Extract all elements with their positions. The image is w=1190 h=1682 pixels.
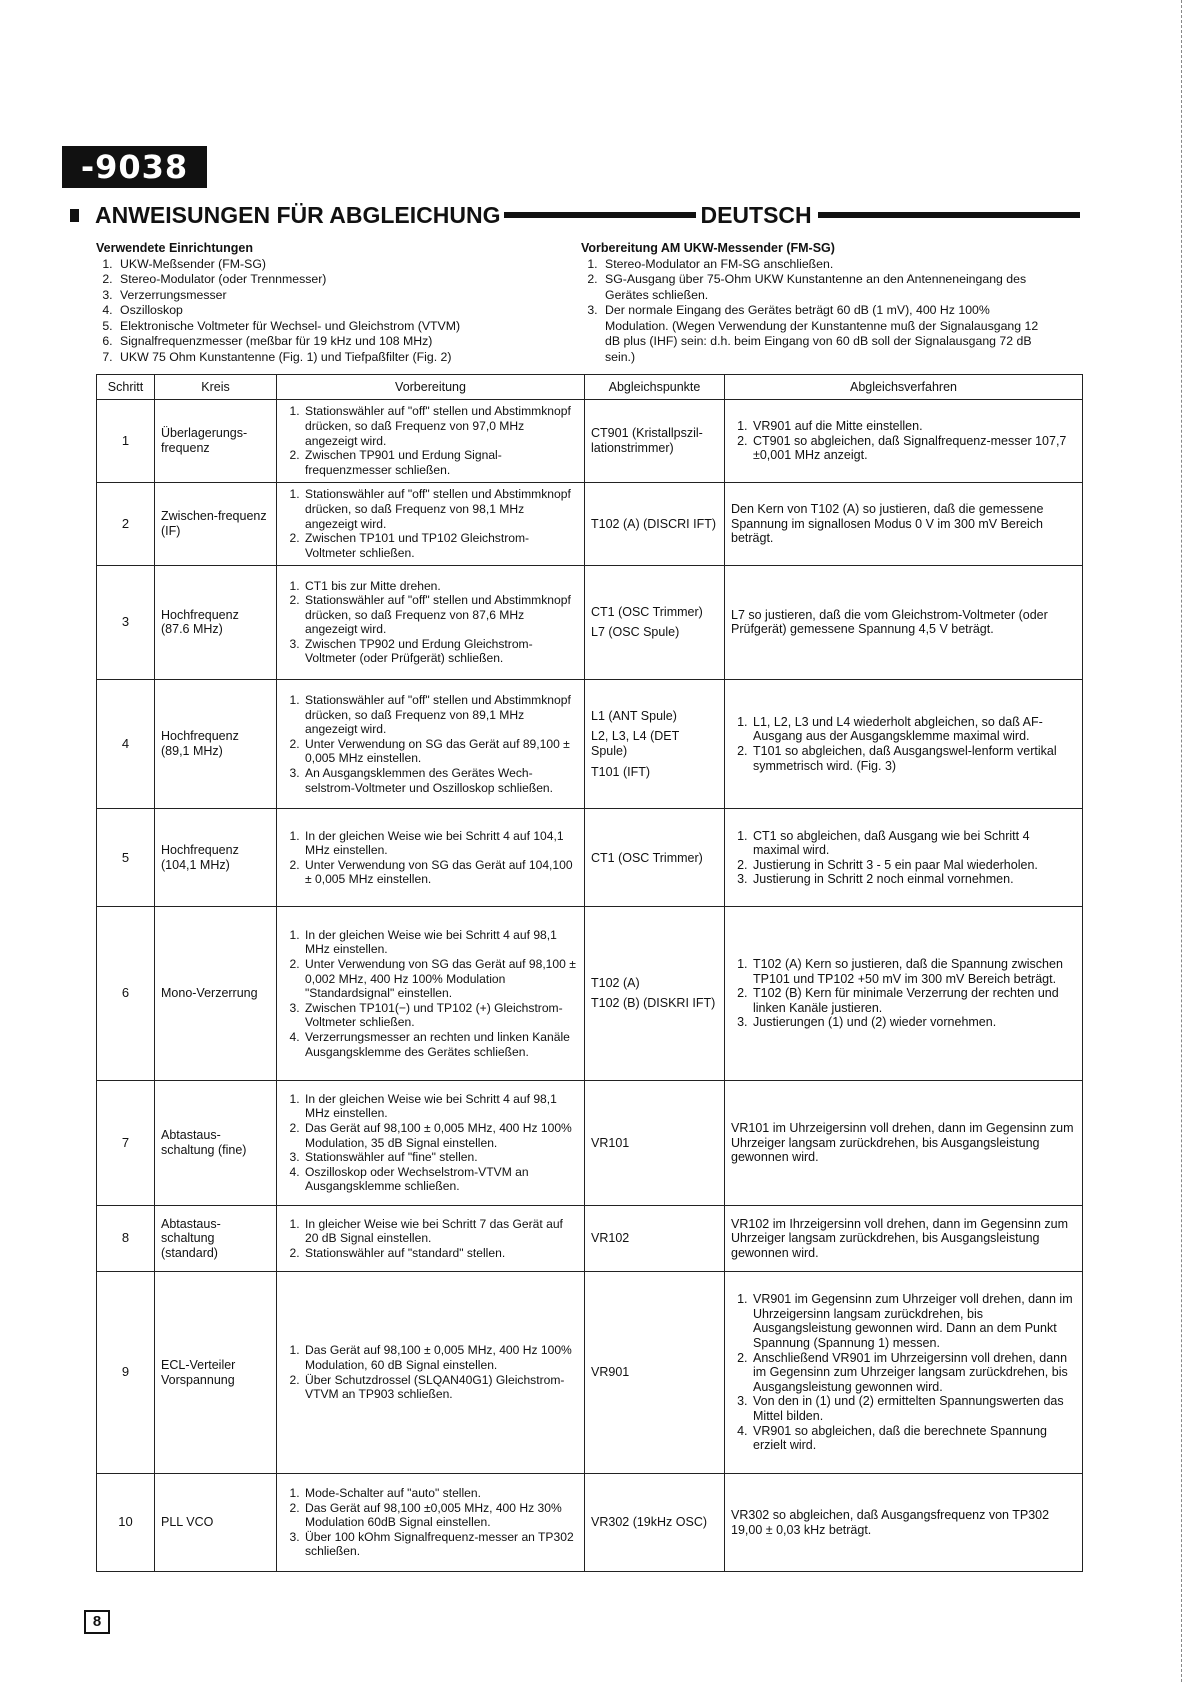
list-item: 6. Signalfrequenzmesser (meßbar für 19 kHz und 108 MHz)	[116, 334, 576, 350]
list-item: 7. UKW 75 Ohm Kunstantenne (Fig. 1) und Tiefpaßfilter (Fig. 2)	[116, 350, 576, 366]
table-row	[97, 565, 1083, 679]
table-row	[97, 1206, 1083, 1272]
adjustment-point: L7 (OSC Spule)	[591, 625, 680, 640]
list-item: 2. Zwischen TP901 und Erdung Signal-frequenzmesser schließen.	[303, 448, 578, 477]
cell-abgleichspunkte	[585, 907, 725, 1080]
cell-vorbereitung	[277, 482, 585, 565]
list-item: 2. Über Schutzdrossel (SLQAN40G1) Gleichstrom-VTVM an TP903 schließen.	[303, 1373, 578, 1402]
cell-kreis: ECL-Verteiler Vorspannung	[155, 1272, 277, 1474]
cell-abgleichspunkte	[585, 1080, 725, 1205]
cell-vorbereitung	[277, 679, 585, 809]
cell-vorbereitung	[277, 907, 585, 1080]
bullet-square-icon	[70, 209, 79, 222]
cell-step: 6	[97, 907, 155, 1080]
cell-abgleichspunkte	[585, 1272, 725, 1474]
list-item: 2. Unter Verwendung on SG das Gerät auf 89,100 ± 0,005 MHz einstellen.	[303, 737, 578, 766]
adjustment-point: VR302 (19kHz OSC)	[591, 1515, 708, 1530]
list-item: 1. Stationswähler auf "off" stellen und Abstimmknopf drücken, so daß Frequenz von 89,1 MHz angezeigt wird.	[303, 693, 578, 737]
verfahren-text: L7 so justieren, daß die vom Gleichstrom-Voltmeter (oder Prüfgerät) gemessene Spannung 4,5 V beträgt.	[731, 607, 1048, 637]
table-row	[97, 679, 1083, 809]
list-item: 2. CT901 so abgleichen, daß Signalfrequenz-messer 107,7 ±0,001 MHz anzeigt.	[751, 434, 1076, 463]
list-item: 4. Oszilloskop oder Wechselstrom-VTVM an Ausgangsklemme schließen.	[303, 1165, 578, 1194]
verfahren-steps	[731, 715, 1076, 773]
vorbereitung-steps	[283, 829, 578, 887]
list-item: 2. T102 (B) Kern für minimale Verzerrung der rechten und linken Kanäle justieren.	[751, 986, 1076, 1015]
cell-abgleichspunkte	[585, 1474, 725, 1572]
cell-step: 10	[97, 1474, 155, 1572]
cell-kreis: Abtastaus-schaltung (fine)	[155, 1080, 277, 1205]
model-number-badge: -9038	[62, 146, 207, 188]
adjustment-point: VR102	[591, 1231, 630, 1246]
table-header-row	[97, 375, 1083, 400]
vorbereitung-steps	[283, 1217, 578, 1261]
cell-abgleichspunkte	[585, 565, 725, 679]
adjustment-point: L1 (ANT Spule)	[591, 708, 677, 723]
adjustment-point: CT1 (OSC Trimmer)	[591, 850, 703, 865]
vorbereitung-steps	[283, 928, 578, 1059]
adjustment-point: T102 (A)	[591, 975, 640, 990]
cell-step: 1	[97, 400, 155, 483]
cell-kreis: Abtastaus-schaltung (standard)	[155, 1206, 277, 1272]
list-item: 1. Stationswähler auf "off" stellen und Abstimmknopf drücken, so daß Frequenz von 98,1 MHz angezeigt wird.	[303, 487, 578, 531]
list-item: 4. Oszilloskop	[116, 303, 576, 319]
list-item: 2. Zwischen TP101 und TP102 Gleichstrom-Voltmeter schließen.	[303, 531, 578, 560]
cell-abgleichspunkte	[585, 679, 725, 809]
table-row	[97, 1080, 1083, 1205]
cell-vorbereitung	[277, 1474, 585, 1572]
adjustment-point: VR101	[591, 1135, 630, 1150]
cell-kreis: Zwischen-frequenz (IF)	[155, 482, 277, 565]
table-row	[97, 1474, 1083, 1572]
cell-abgleichspunkte	[585, 400, 725, 483]
cell-vorbereitung	[277, 1206, 585, 1272]
list-item: 1. VR901 im Gegensinn zum Uhrzeiger voll drehen, dann im Uhrzeigersinn langsam zurückdrehen, bis Ausgangsleistung gewonnen wird. Dann an dem Punkt Spannung (Spannung 1) messen.	[751, 1292, 1076, 1350]
table-row	[97, 907, 1083, 1080]
title-rule	[818, 212, 1080, 218]
list-item: 1. UKW-Meßsender (FM-SG)	[116, 257, 576, 273]
list-item: 3. An Ausgangsklemmen des Gerätes Wech-selstrom-Voltmeter und Oszilloskop schließen.	[303, 766, 578, 795]
section-title-bar	[70, 198, 1080, 232]
list-item: 1. In der gleichen Weise wie bei Schritt 4 auf 98,1 MHz einstellen.	[303, 928, 578, 957]
verfahren-steps	[731, 957, 1076, 1030]
table-row	[97, 482, 1083, 565]
header-abgleichsverfahren: Abgleichsverfahren	[725, 375, 1083, 400]
cell-abgleichsverfahren	[725, 809, 1083, 907]
list-item: 3. Über 100 kOhm Signalfrequenz-messer an TP302 schließen.	[303, 1530, 578, 1559]
cell-step: 5	[97, 809, 155, 907]
cell-vorbereitung	[277, 809, 585, 907]
cell-abgleichsverfahren	[725, 1474, 1083, 1572]
adjustment-point: T101 (IFT)	[591, 764, 651, 779]
language-label: DEUTSCH	[700, 201, 812, 228]
list-item: 2. Stationswähler auf "off" stellen und Abstimmknopf drücken, so daß Frequenz von 87,6 MHz angezeigt wird.	[303, 593, 578, 637]
adjustment-point: T102 (B) (DISKRI IFT)	[591, 996, 716, 1011]
table-row	[97, 1272, 1083, 1474]
list-item: 2. Das Gerät auf 98,100 ± 0,005 MHz, 400 Hz 100% Modulation, 35 dB Signal einstellen.	[303, 1121, 578, 1150]
cell-abgleichsverfahren	[725, 1272, 1083, 1474]
table-row	[97, 400, 1083, 483]
vorbereitung-steps	[283, 693, 578, 795]
header-vorbereitung: Vorbereitung	[277, 375, 585, 400]
list-item: 1. VR901 auf die Mitte einstellen.	[751, 419, 1076, 434]
cell-abgleichspunkte	[585, 1206, 725, 1272]
cell-abgleichsverfahren	[725, 482, 1083, 565]
table-body	[97, 400, 1083, 1572]
list-item: 4. VR901 so abgleichen, daß die berechnete Spannung erzielt wird.	[751, 1424, 1076, 1453]
list-item: 3. Der normale Eingang des Gerätes beträgt 60 dB (1 mV), 400 Hz 100% Modulation. (Wegen Verwendung der Kunstantenne muß der Signalausgang 12 dB plus (IHF) sein: d.h. beim Eingang von 60 dB soll der Signalausgang 72 dB sein.)	[601, 303, 1051, 365]
cell-abgleichspunkte	[585, 809, 725, 907]
equipment-heading: Verwendete Einrichtungen	[96, 241, 253, 255]
list-item: 1. Mode-Schalter auf "auto" stellen.	[303, 1486, 578, 1501]
list-item: 3. Zwischen TP101(−) und TP102 (+) Gleichstrom-Voltmeter schließen.	[303, 1001, 578, 1030]
list-item: 2. Anschließend VR901 im Uhrzeigersinn voll drehen, dann im Gegensinn zum Uhrzeiger langsam zurückdrehen, bis Ausgangsleistung gewonnen wird.	[751, 1351, 1076, 1395]
equipment-list	[96, 241, 576, 365]
list-item: 3. Justierung in Schritt 2 noch einmal vornehmen.	[751, 872, 1076, 887]
list-item: 2. Das Gerät auf 98,100 ±0,005 MHz, 400 Hz 30% Modulation 60dB Signal einstellen.	[303, 1501, 578, 1530]
list-item: 1. CT1 so abgleichen, daß Ausgang wie bei Schritt 4 maximal wird.	[751, 829, 1076, 858]
verfahren-text: Den Kern von T102 (A) so justieren, daß die gemessene Spannung im signallosen Modus 0 V im 300 mV Bereich beträgt.	[731, 502, 1044, 546]
list-item: 2. Justierung in Schritt 3 - 5 ein paar Mal wiederholen.	[751, 858, 1076, 873]
cell-abgleichsverfahren	[725, 400, 1083, 483]
cell-abgleichsverfahren	[725, 565, 1083, 679]
preparation-heading: Vorbereitung AM UKW-Messender (FM-SG)	[581, 241, 835, 255]
cell-vorbereitung	[277, 400, 585, 483]
list-item: 1. CT1 bis zur Mitte drehen.	[303, 579, 578, 594]
page-edge-line	[1181, 0, 1182, 1682]
title-rule	[504, 212, 696, 218]
list-item: 3. Zwischen TP902 und Erdung Gleichstrom-Voltmeter (oder Prüfgerät) schließen.	[303, 637, 578, 666]
cell-vorbereitung	[277, 1080, 585, 1205]
list-item: 1. Das Gerät auf 98,100 ± 0,005 MHz, 400 Hz 100% Modulation, 60 dB Signal einstellen.	[303, 1343, 578, 1372]
vorbereitung-steps	[283, 1486, 578, 1559]
cell-kreis: Hochfrequenz (87.6 MHz)	[155, 565, 277, 679]
vorbereitung-steps	[283, 487, 578, 560]
list-item: 5. Elektronische Voltmeter für Wechsel- und Gleichstrom (VTVM)	[116, 319, 576, 335]
header-schritt: Schritt	[97, 375, 155, 400]
section-title: ANWEISUNGEN FÜR ABGLEICHUNG	[95, 201, 501, 228]
cell-vorbereitung	[277, 565, 585, 679]
cell-kreis: Überlagerungs-frequenz	[155, 400, 277, 483]
vorbereitung-steps	[283, 1092, 578, 1194]
vorbereitung-steps	[283, 579, 578, 667]
preparation-list	[581, 241, 1051, 365]
cell-vorbereitung	[277, 1272, 585, 1474]
page-number: 8	[84, 1610, 110, 1634]
header-abgleichspunkte: Abgleichspunkte	[585, 375, 725, 400]
list-item: 3. Justierungen (1) und (2) wieder vornehmen.	[751, 1015, 1076, 1030]
cell-abgleichsverfahren	[725, 679, 1083, 809]
verfahren-steps	[731, 419, 1076, 463]
cell-step: 4	[97, 679, 155, 809]
list-item: 1. In der gleichen Weise wie bei Schritt 4 auf 104,1 MHz einstellen.	[303, 829, 578, 858]
cell-kreis: Hochfrequenz (89,1 MHz)	[155, 679, 277, 809]
list-item: 1. T102 (A) Kern so justieren, daß die Spannung zwischen TP101 und TP102 +50 mV im 300 mV Bereich beträgt.	[751, 957, 1076, 986]
cell-abgleichsverfahren	[725, 1206, 1083, 1272]
list-item: 3. Verzerrungsmesser	[116, 288, 576, 304]
cell-kreis: Hochfrequenz (104,1 MHz)	[155, 809, 277, 907]
list-item: 2. SG-Ausgang über 75-Ohm UKW Kunstantenne an den Antenneneingang des Gerätes schließen.	[601, 272, 1051, 303]
table-row	[97, 809, 1083, 907]
adjustment-point: VR901	[591, 1365, 630, 1380]
verfahren-text: VR101 im Uhrzeigersinn voll drehen, dann im Gegensinn zum Uhrzeiger langsam zurückdrehen, bis Ausgangsleistung gewonnen wird.	[731, 1120, 1074, 1165]
adjustment-point: L2, L3, L4 (DET Spule)	[591, 729, 680, 759]
list-item: 2. Unter Verwendung von SG das Gerät auf 104,100 ± 0,005 MHz einstellen.	[303, 858, 578, 887]
vorbereitung-steps	[283, 1343, 578, 1401]
cell-abgleichspunkte	[585, 482, 725, 565]
cell-step: 8	[97, 1206, 155, 1272]
list-item: 2. Stationswähler auf "standard" stellen.	[303, 1246, 578, 1261]
vorbereitung-steps	[283, 404, 578, 477]
list-item: 1. Stereo-Modulator an FM-SG anschließen.	[601, 257, 1051, 273]
cell-abgleichsverfahren	[725, 1080, 1083, 1205]
cell-abgleichsverfahren	[725, 907, 1083, 1080]
header-kreis: Kreis	[155, 375, 277, 400]
alignment-table	[96, 374, 1083, 1572]
list-item: 3. Von den in (1) und (2) ermittelten Spannungswerten das Mittel bilden.	[751, 1394, 1076, 1423]
cell-step: 7	[97, 1080, 155, 1205]
cell-kreis: Mono-Verzerrung	[155, 907, 277, 1080]
verfahren-steps	[731, 829, 1076, 887]
verfahren-steps	[731, 1292, 1076, 1453]
list-item: 1. In gleicher Weise wie bei Schritt 7 das Gerät auf 20 dB Signal einstellen.	[303, 1217, 578, 1246]
list-item: 2. Unter Verwendung von SG das Gerät auf 98,100 ± 0,002 MHz, 400 Hz 100% Modulation "Standardsignal" einstellen.	[303, 957, 578, 1001]
adjustment-point: T102 (A) (DISCRI IFT)	[591, 516, 717, 531]
list-item: 4. Verzerrungsmesser an rechten und linken Kanäle Ausgangsklemme des Gerätes schließen.	[303, 1030, 578, 1059]
list-item: 1. In der gleichen Weise wie bei Schritt 4 auf 98,1 MHz einstellen.	[303, 1092, 578, 1121]
adjustment-point: CT1 (OSC Trimmer)	[591, 604, 703, 619]
preparation-items	[581, 257, 1051, 366]
adjustment-point: CT901 (Kristallpszil-lationstrimmer)	[591, 426, 703, 455]
equipment-items	[96, 257, 576, 366]
cell-kreis: PLL VCO	[155, 1474, 277, 1572]
cell-step: 2	[97, 482, 155, 565]
list-item: 2. Stereo-Modulator (oder Trennmesser)	[116, 272, 576, 288]
cell-step: 3	[97, 565, 155, 679]
verfahren-text: VR302 so abgleichen, daß Ausgangsfrequenz von TP302 19,00 ± 0,03 kHz beträgt.	[731, 1507, 1050, 1537]
list-item: 1. Stationswähler auf "off" stellen und Abstimmknopf drücken, so daß Frequenz von 97,0 MHz angezeigt wird.	[303, 404, 578, 448]
verfahren-text: VR102 im Ihrzeigersinn voll drehen, dann im Gegensinn zum Uhrzeiger langsam zurückdrehen, bis Ausgangsleistung gewonnen wird.	[731, 1216, 1068, 1260]
list-item: 3. Stationswähler auf "fine" stellen.	[303, 1150, 578, 1165]
cell-step: 9	[97, 1272, 155, 1474]
list-item: 1. L1, L2, L3 und L4 wiederholt abgleichen, so daß AF-Ausgang aus der Ausgangsklemme maximal wird.	[751, 715, 1076, 744]
list-item: 2. T101 so abgleichen, daß Ausgangswel-lenform vertikal symmetrisch wird. (Fig. 3)	[751, 744, 1076, 773]
